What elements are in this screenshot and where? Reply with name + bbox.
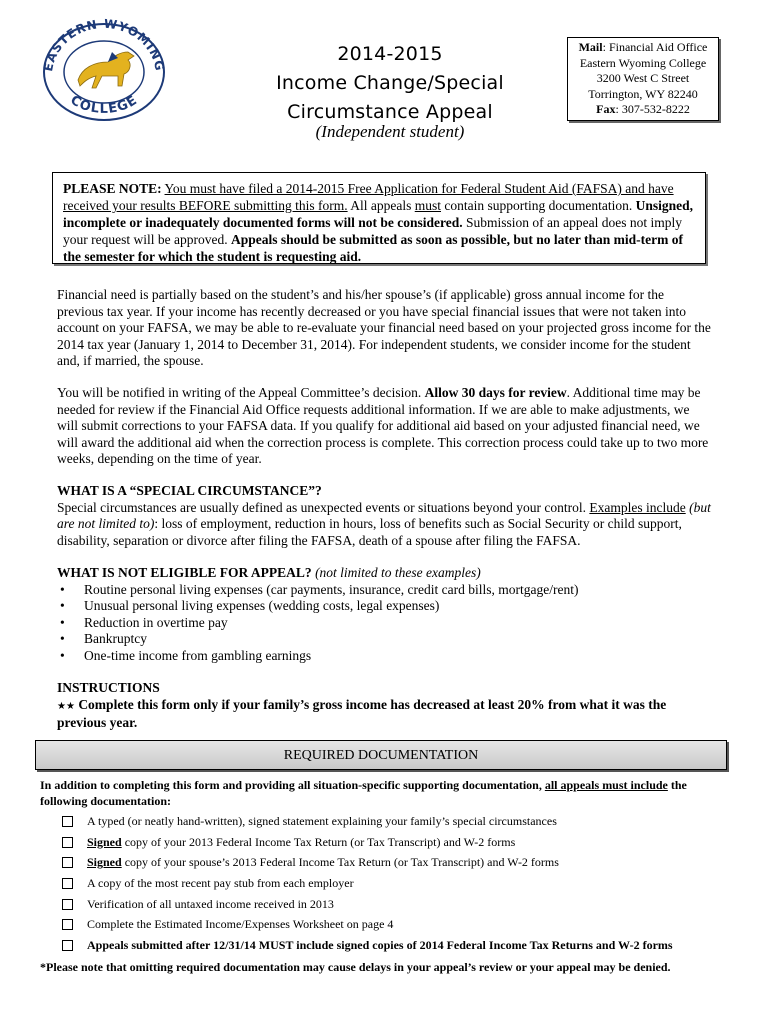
checkbox[interactable]	[62, 857, 73, 868]
section-heading: INSTRUCTIONS	[57, 680, 160, 695]
checkbox[interactable]	[62, 940, 73, 951]
instructions-section: INSTRUCTIONS ★★ Complete this form only if your family’s gross income has decreased at least 20% from what it was the previous year.	[57, 680, 667, 730]
not-eligible-section: WHAT IS NOT ELIGIBLE FOR APPEAL? (not limited to these examples) • Routine personal living expenses (car payments, insurance, credit card bills, mortgage/rent) • Unusual personal living expenses (wedding costs, legal expenses) • Reduction in overtime pay • Bankruptcy • One-time income from gambling earnings	[57, 565, 712, 664]
checklist-item: A typed (or neatly hand-written), signed statement explaining your family’s special circumstances	[62, 814, 732, 835]
documentation-checklist	[62, 814, 732, 959]
checkbox[interactable]	[62, 919, 73, 930]
notification-paragraph: You will be notified in writing of the Appeal Committee’s decision. Allow 30 days for review. Additional time may be needed for review if the Financial Aid Office requests additional information. If we are able to make adjustments, we will submit corrections to your FAFSA data. If you qualify for additional aid based on your adjusted financial need, we will award the additional aid when the correction process is complete. This correction process could take up to two more weeks, depending on the time of year.	[57, 385, 709, 466]
checklist-item: Appeals submitted after 12/31/14 MUST include signed copies of 2014 Federal Income Tax Returns and W-2 forms	[62, 938, 732, 959]
title-year: 2014-2015	[337, 43, 443, 65]
list-item: • One-time income from gambling earnings	[57, 648, 712, 665]
title-line-3: Circumstance Appeal	[287, 101, 493, 123]
list-item: • Unusual personal living expenses (wedding costs, legal expenses)	[57, 598, 712, 615]
form-title	[200, 40, 580, 127]
please-note-box: PLEASE NOTE: You must have filed a 2014-2015 Free Application for Federal Student Aid (FAFSA) and have received your results BEFORE submitting this form. All appeals must contain supporting documentation. Unsigned, incomplete or inadequately documented forms will not be considered. Submission of an appeal does not imply your request will be approved. Appeals should be submitted as soon as possible, but no later than mid-term of the semester for which the student is requesting aid.	[52, 172, 706, 264]
section-heading: WHAT IS NOT ELIGIBLE FOR APPEAL?	[57, 565, 312, 580]
college-logo	[38, 12, 170, 122]
not-eligible-list	[57, 582, 712, 665]
checklist-item: Verification of all untaxed income received in 2013	[62, 897, 732, 918]
checklist-item: Signed copy of your 2013 Federal Income Tax Return (or Tax Transcript) and W-2 forms	[62, 835, 732, 856]
list-item: • Reduction in overtime pay	[57, 615, 712, 632]
checklist-item: Signed copy of your spouse’s 2013 Federal Income Tax Return (or Tax Transcript) and W-2 forms	[62, 855, 732, 876]
mailing-address-box: Mail: Financial Aid Office Eastern Wyoming College 3200 West C Street Torrington, WY 82240 Fax: 307-532-8222	[567, 37, 719, 121]
required-documentation-intro: In addition to completing this form and providing all situation-specific supporting documentation, all appeals must include the following documentation:	[40, 778, 687, 808]
list-item: • Bankruptcy	[57, 631, 712, 648]
section-heading: WHAT IS A “SPECIAL CIRCUMSTANCE”?	[57, 483, 322, 498]
financial-need-paragraph: Financial need is partially based on the student’s and his/her spouse’s (if applicable) gross annual income for the previous tax year. If your income has recently decreased or you have special financial issues that were not taken into account on your FAFSA, we may be able to re-evaluate your financial need based on your projected gross income for the 2014 tax year (January 1, 2014 to December 31, 2014). For independent students, we consider income for the student and, if married, the spouse.	[57, 287, 711, 368]
form-subtitle: (Independent student)	[315, 122, 465, 141]
required-documentation-banner: REQUIRED DOCUMENTATION	[35, 740, 727, 770]
checkbox[interactable]	[62, 899, 73, 910]
title-line-2: Income Change/Special	[276, 72, 504, 94]
omission-warning: *Please note that omitting required documentation may cause delays in your appeal’s review or your appeal may be denied.	[40, 960, 671, 974]
svg-text:EASTERN WYOMING: EASTERN WYOMING	[41, 16, 167, 73]
checkbox[interactable]	[62, 878, 73, 889]
checklist-item: A copy of the most recent pay stub from each employer	[62, 876, 732, 897]
svg-text:COLLEGE: COLLEGE	[67, 92, 141, 117]
checklist-item: Complete the Estimated Income/Expenses Worksheet on page 4	[62, 917, 732, 938]
checkbox[interactable]	[62, 837, 73, 848]
list-item: • Routine personal living expenses (car payments, insurance, credit card bills, mortgage/rent)	[57, 582, 712, 599]
star-icon: ★★	[57, 700, 75, 712]
special-circumstance-section: WHAT IS A “SPECIAL CIRCUMSTANCE”? Special circumstances are usually defined as unexpected events or situations beyond your control. Examples include (but are not limited to): loss of employment, reduction in hours, loss of benefits such as Social Security or child support, disability, separation or divorce after filing the FAFSA, death of a spouse after filing the FAFSA.	[57, 483, 711, 548]
checkbox[interactable]	[62, 816, 73, 827]
